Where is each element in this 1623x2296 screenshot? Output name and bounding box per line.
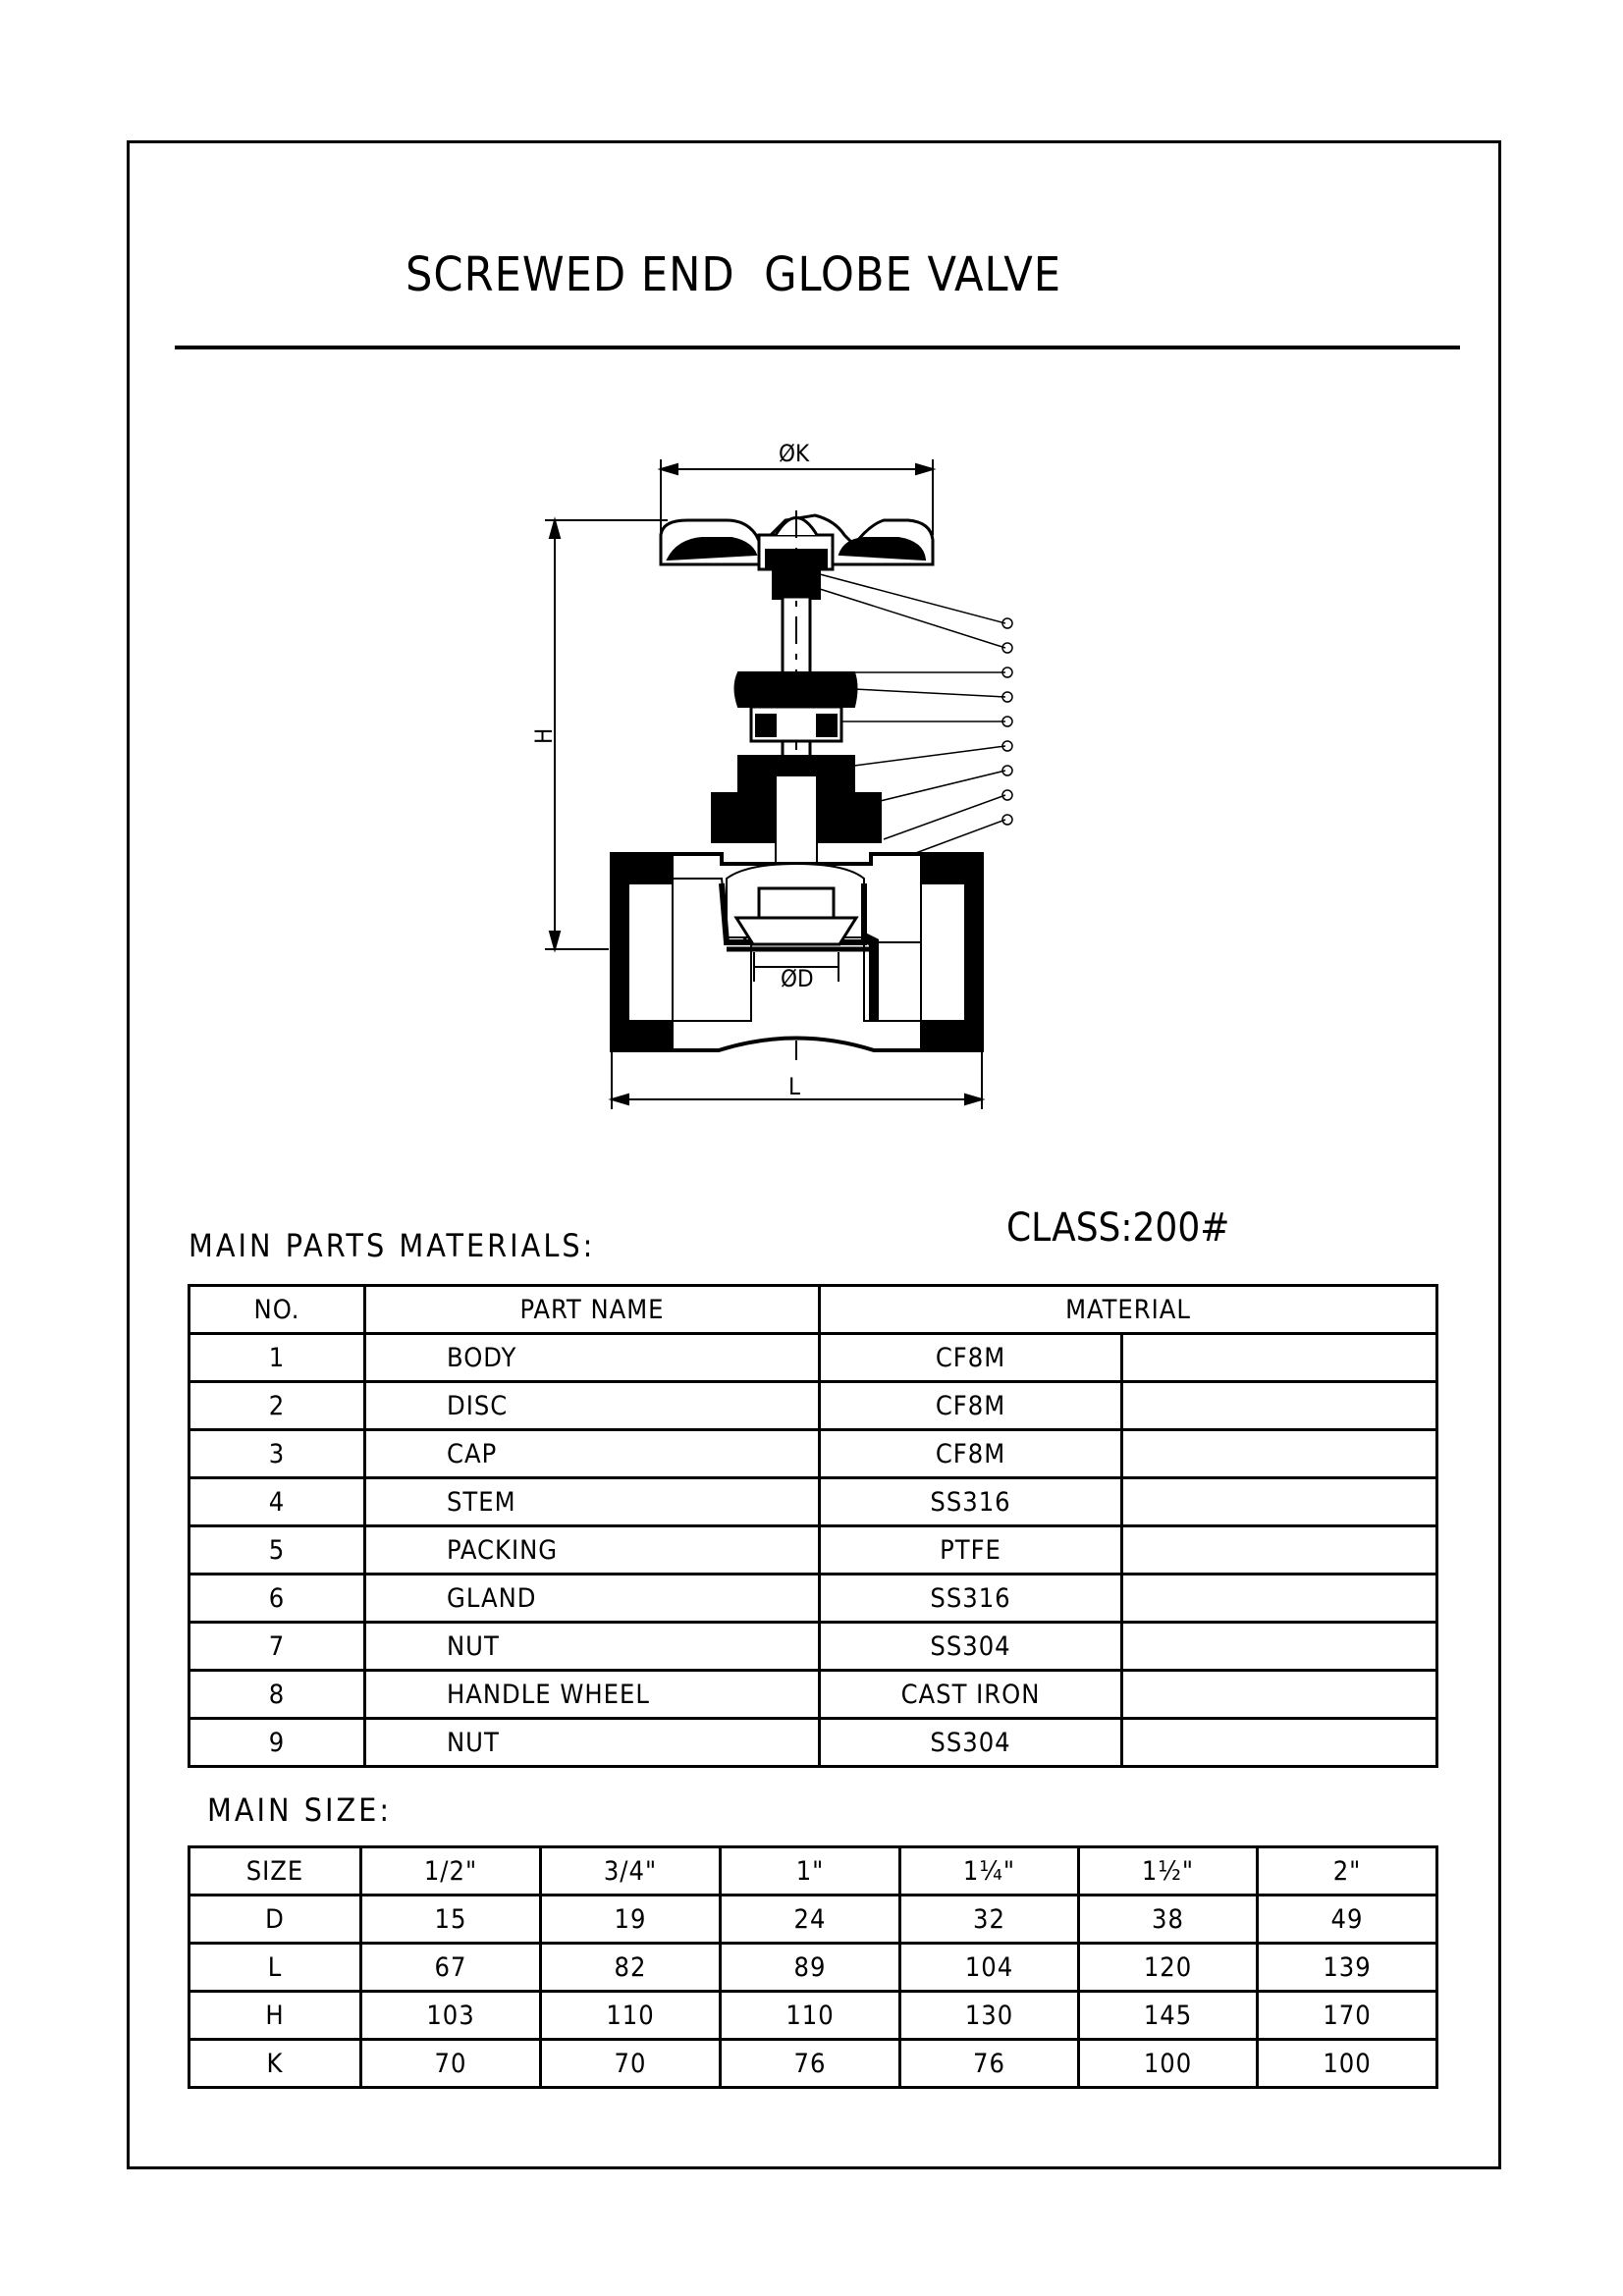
dimension-value-cell: 70 (541, 2040, 721, 2088)
leader-7 (864, 771, 1005, 805)
material-extra-cell (1122, 1430, 1437, 1478)
table-row (189, 1430, 1437, 1478)
size-heading: MAIN SIZE: (207, 1791, 393, 1829)
part-number-cell: 5 (189, 1526, 365, 1575)
part-number-cell: 1 (189, 1334, 365, 1382)
material-extra-cell (1122, 1478, 1437, 1526)
table-row (189, 1992, 1437, 2040)
leader-1 (820, 574, 1005, 623)
l-arrow-left (612, 1095, 628, 1104)
material-extra-cell (1122, 1671, 1437, 1719)
dimension-value-cell: 82 (541, 1944, 721, 1992)
dimension-value-cell: 103 (361, 1992, 541, 2040)
right-port (921, 883, 965, 1021)
dimension-value-cell: 170 (1258, 1992, 1437, 2040)
leader-4 (854, 689, 1005, 697)
header-no: NO. (189, 1286, 365, 1334)
dim-k-label: ØK (779, 440, 810, 467)
leader-9 (913, 820, 1005, 854)
part-name-cell: PACKING (365, 1526, 820, 1575)
size-column-header: 1/2" (361, 1847, 541, 1896)
table-row (189, 1623, 1437, 1671)
table-row (189, 1478, 1437, 1526)
table-row (189, 1944, 1437, 1992)
dimension-value-cell: 110 (721, 1992, 900, 2040)
dimension-value-cell: 76 (900, 2040, 1079, 2088)
dimension-label-cell: K (189, 2040, 361, 2088)
part-number-cell: 8 (189, 1671, 365, 1719)
material-cell: CF8M (820, 1382, 1122, 1430)
materials-heading: MAIN PARTS MATERIALS: (189, 1227, 596, 1264)
material-cell: CF8M (820, 1430, 1122, 1478)
dimension-value-cell: 70 (361, 2040, 541, 2088)
valve-drawing (0, 0, 1623, 1139)
leader-6 (854, 746, 1005, 766)
header-part-name: PART NAME (365, 1286, 820, 1334)
gland-left (756, 715, 776, 736)
dimension-value-cell: 24 (721, 1896, 900, 1944)
part-number-cell: 6 (189, 1575, 365, 1623)
materials-header-row (189, 1286, 1437, 1334)
material-cell: SS316 (820, 1478, 1122, 1526)
part-name-cell: GLAND (365, 1575, 820, 1623)
dimension-value-cell: 76 (721, 2040, 900, 2088)
dimension-value-cell: 32 (900, 1896, 1079, 1944)
left-port (628, 883, 673, 1021)
material-extra-cell (1122, 1623, 1437, 1671)
leader-8 (884, 795, 1005, 839)
gland-nut (735, 672, 857, 707)
size-column-header: 1" (721, 1847, 900, 1896)
k-arrow-left (661, 464, 677, 474)
dimension-value-cell: 67 (361, 1944, 541, 1992)
table-row (189, 1575, 1437, 1623)
dimension-value-cell: 15 (361, 1896, 541, 1944)
materials-table (188, 1284, 1438, 1768)
dimension-value-cell: 139 (1258, 1944, 1437, 1992)
part-name-cell: NUT (365, 1623, 820, 1671)
size-table (188, 1845, 1438, 2089)
h-arrow-top (550, 520, 560, 538)
size-header-label: SIZE (189, 1847, 361, 1896)
material-cell: CAST IRON (820, 1671, 1122, 1719)
table-row (189, 1719, 1437, 1767)
part-number-cell: 2 (189, 1382, 365, 1430)
material-extra-cell (1122, 1526, 1437, 1575)
k-arrow-right (916, 464, 933, 474)
dim-d-label: ØD (781, 965, 814, 992)
material-cell: SS304 (820, 1623, 1122, 1671)
dimension-value-cell: 100 (1258, 2040, 1437, 2088)
size-column-header: 1½" (1079, 1847, 1258, 1896)
dim-h-label: H (530, 727, 558, 744)
size-header-row (189, 1847, 1437, 1896)
bonnet-bore (776, 775, 817, 864)
material-extra-cell (1122, 1575, 1437, 1623)
table-row (189, 1526, 1437, 1575)
table-row (189, 2040, 1437, 2088)
material-extra-cell (1122, 1382, 1437, 1430)
header-material: MATERIAL (820, 1286, 1437, 1334)
part-number-cell: 7 (189, 1623, 365, 1671)
material-cell: SS316 (820, 1575, 1122, 1623)
class-label: CLASS:200# (1006, 1205, 1230, 1251)
table-row (189, 1382, 1437, 1430)
dimension-value-cell: 100 (1079, 2040, 1258, 2088)
dimension-value-cell: 104 (900, 1944, 1079, 1992)
disc (736, 918, 856, 944)
dim-l-label: L (788, 1073, 801, 1100)
material-extra-cell (1122, 1334, 1437, 1382)
material-cell: SS304 (820, 1719, 1122, 1767)
part-number-cell: 9 (189, 1719, 365, 1767)
dimension-label-cell: H (189, 1992, 361, 2040)
material-cell: PTFE (820, 1526, 1122, 1575)
dimension-value-cell: 19 (541, 1896, 721, 1944)
material-extra-cell (1122, 1719, 1437, 1767)
material-cell: CF8M (820, 1334, 1122, 1382)
part-name-cell: BODY (365, 1334, 820, 1382)
part-number-cell: 3 (189, 1430, 365, 1478)
dimension-value-cell: 89 (721, 1944, 900, 1992)
dimension-value-cell: 49 (1258, 1896, 1437, 1944)
disc-holder (759, 888, 834, 918)
part-name-cell: DISC (365, 1382, 820, 1430)
dimension-value-cell: 120 (1079, 1944, 1258, 1992)
dimension-value-cell: 38 (1079, 1896, 1258, 1944)
size-column-header: 3/4" (541, 1847, 721, 1896)
handwheel-spoke-right (839, 538, 925, 560)
size-column-header: 2" (1258, 1847, 1437, 1896)
leader-2 (820, 589, 1005, 648)
part-name-cell: NUT (365, 1719, 820, 1767)
h-arrow-bottom (550, 932, 560, 949)
gland-right (817, 715, 837, 736)
dimension-label-cell: L (189, 1944, 361, 1992)
part-name-cell: HANDLE WHEEL (365, 1671, 820, 1719)
dimension-value-cell: 110 (541, 1992, 721, 2040)
table-row (189, 1896, 1437, 1944)
part-name-cell: CAP (365, 1430, 820, 1478)
dimension-label-cell: D (189, 1896, 361, 1944)
l-arrow-right (965, 1095, 982, 1104)
table-row (189, 1671, 1437, 1719)
dimension-value-cell: 145 (1079, 1992, 1258, 2040)
page-title: SCREWED END GLOBE VALVE (406, 247, 1062, 302)
table-row (189, 1334, 1437, 1382)
part-name-cell: STEM (365, 1478, 820, 1526)
dimension-value-cell: 130 (900, 1992, 1079, 2040)
size-column-header: 1¼" (900, 1847, 1079, 1896)
part-number-cell: 4 (189, 1478, 365, 1526)
